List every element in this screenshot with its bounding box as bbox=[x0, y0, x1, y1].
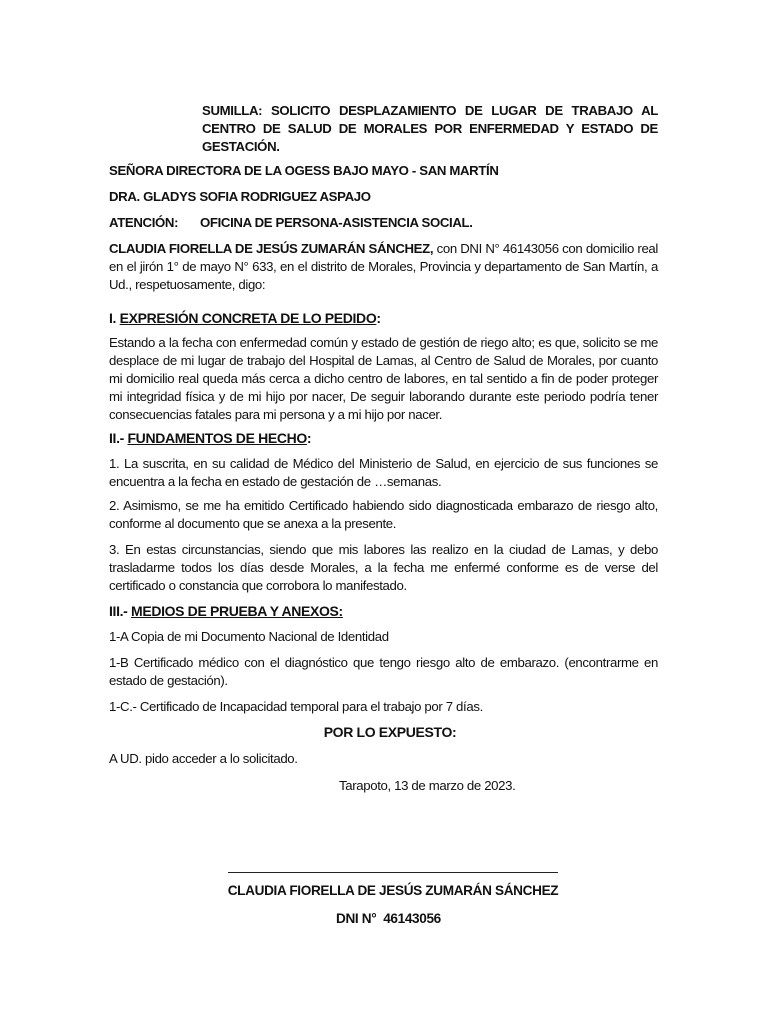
attention-value: OFICINA DE PERSONA-ASISTENCIA SOCIAL. bbox=[200, 215, 473, 230]
addressee-line-2: DRA. GLADYS SOFIA RODRIGUEZ ASPAJO bbox=[109, 189, 371, 204]
section-1-heading bbox=[109, 309, 658, 327]
section-2-heading bbox=[109, 429, 658, 447]
section-1-colon: : bbox=[376, 310, 381, 326]
closing-request: A UD. pido acceder a lo solicitado. bbox=[109, 751, 298, 766]
attention-label: ATENCIÓN: bbox=[109, 215, 179, 230]
section-3-number: III.- bbox=[109, 603, 132, 619]
section-3-title: MEDIOS DE PRUEBA Y ANEXOS: bbox=[131, 603, 343, 619]
fact-item-1: 1. La suscrita, en su calidad de Médico del Ministerio de Salud, en ejercicio de sus funciones se encuentra a la fecha en estado de gestación de …semanas. bbox=[109, 456, 658, 489]
closing-heading: POR LO EXPUESTO: bbox=[323, 724, 457, 740]
section-1-number: I. bbox=[109, 310, 120, 326]
sumilla: SUMILLA: SOLICITO DESPLAZAMIENTO DE LUGAR DE TRABAJO AL CENTRO DE SALUD DE MORALES POR ENFERMEDAD Y ESTADO DE GESTACIÓN. bbox=[202, 103, 658, 154]
section-1-title: EXPRESIÓN CONCRETA DE LO PEDIDO bbox=[119, 310, 377, 326]
applicant-name: CLAUDIA FIORELLA DE JESÚS ZUMARÁN SÁNCHEZ, bbox=[109, 241, 434, 256]
section-2-title: FUNDAMENTOS DE HECHO bbox=[127, 430, 307, 446]
fact-item-2: 2. Asimismo, se me ha emitido Certificado habiendo sido diagnosticada embarazo de riesgo alto, conforme al documento que se anexa a la presente. bbox=[109, 498, 658, 531]
section-2-colon: : bbox=[306, 430, 312, 446]
place-date: Tarapoto, 13 de marzo de 2023. bbox=[339, 778, 516, 793]
annex-item-1: 1-A Copia de mi Documento Nacional de Identidad bbox=[109, 629, 389, 644]
section-3-heading bbox=[109, 602, 658, 620]
intro-paragraph bbox=[109, 240, 658, 294]
annex-item-3: 1-C.- Certificado de Incapacidad temporal para el trabajo por 7 días. bbox=[109, 699, 483, 714]
attention-line bbox=[109, 214, 669, 232]
annex-item-2: 1-B Certificado médico con el diagnóstico que tengo riesgo alto de embarazo. (encontrarme en estado de gestación). bbox=[109, 655, 658, 688]
signatory-name: CLAUDIA FIORELLA DE JESÚS ZUMARÁN SÁNCHEZ bbox=[227, 883, 559, 898]
fact-item-3: 3. En estas circunstancias, siendo que mis labores las realizo en la ciudad de Lamas, y debo trasladarme todos los días desde Morales, a la fecha me enfermé conforme es de verse del certificado o constancia que corrobora lo manifestado. bbox=[109, 542, 658, 593]
signature-line bbox=[228, 872, 558, 873]
section-1-body: Estando a la fecha con enfermedad común y estado de gestión de riego alto; es que, solicito se me desplace de mi lugar de trabajo del Hospital de Lamas, al Centro de Salud de Morales, por cuanto mi domicilio real queda más cerca a dicho centro de labores, en tal sentido a fin de poder proteger mi integridad física y de mi hijo por nacer, De seguir laborando durante este periodo podría tener consecuencias fatales para mi persona y a mi hijo por nacer. bbox=[109, 335, 658, 422]
addressee-line-1: SEÑORA DIRECTORA DE LA OGESS BAJO MAYO - SAN MARTÍN bbox=[109, 163, 499, 178]
intro-text: con DNI N° 46143056 con domicilio real en el jirón 1° de mayo N° 633, en el distrito de Morales, Provincia y departamento de San Martín, a Ud., respetuosamente, digo: bbox=[109, 241, 658, 292]
signatory-dni: DNI N° 46143056 bbox=[336, 911, 441, 926]
section-2-number: II.- bbox=[109, 430, 128, 446]
